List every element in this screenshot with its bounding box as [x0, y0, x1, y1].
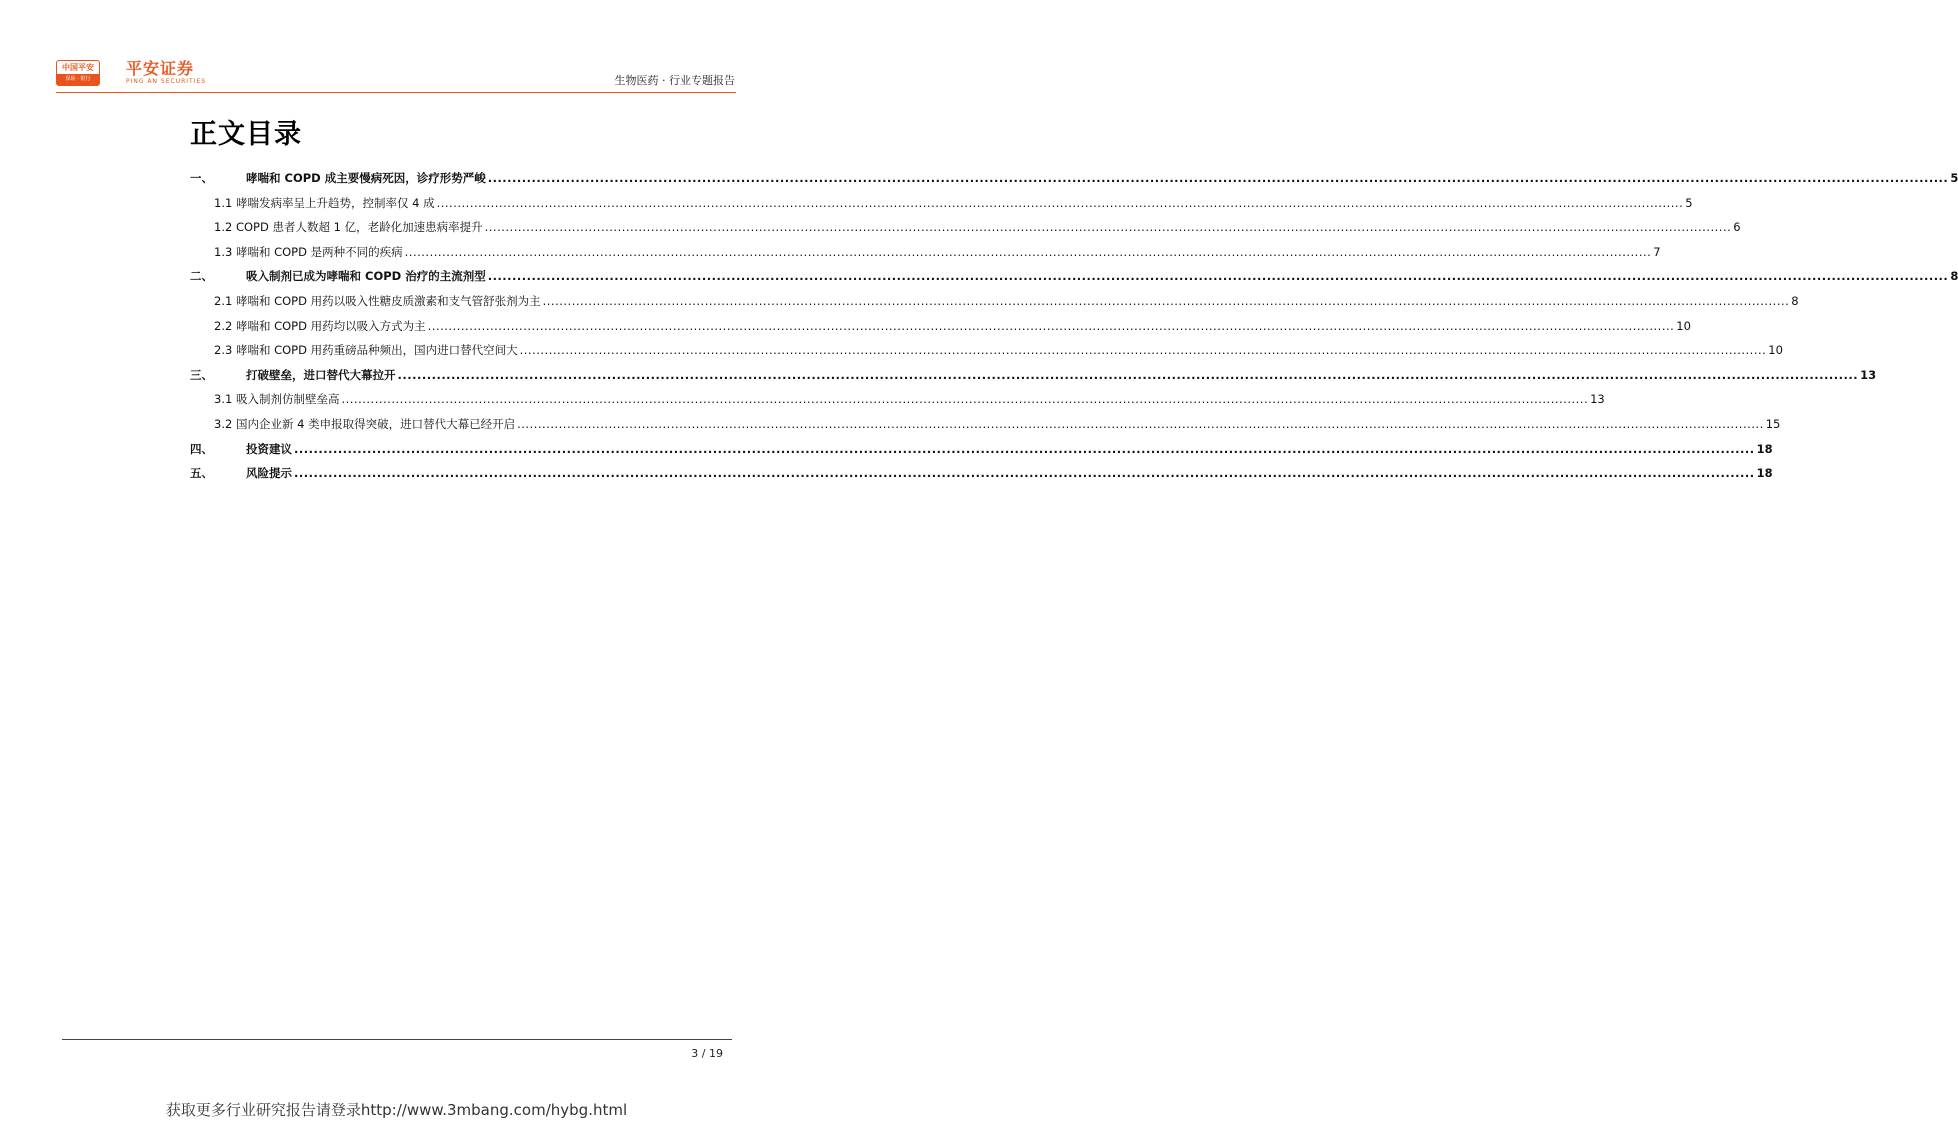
toc-entry-title: 打破壁垒，进口替代大幕拉开: [246, 367, 396, 382]
toc-dot-leader: ............................................................................................................................................................................................................................................................................................................: [436, 195, 1684, 210]
footer-divider: [62, 1039, 732, 1040]
toc-page-number: 10: [1768, 343, 1783, 358]
toc-dot-leader: ............................................................................................................................................................................................................................................................................................................: [484, 220, 1732, 235]
toc-entry-title: 2.1 哮喘和 COPD 用药以吸入性糖皮质激素和支气管舒张剂为主: [214, 293, 541, 308]
logo-badge-sub: 保险 · 银行: [57, 74, 99, 85]
toc-entry-title: 2.3 哮喘和 COPD 用药重磅品种频出，国内进口替代空间大: [214, 343, 518, 358]
toc-entry-title: 1.2 COPD 患者人数超 1 亿，老龄化加速患病率提升: [214, 220, 483, 235]
toc-section-entry[interactable]: [190, 289, 1799, 314]
toc-dot-leader: ............................................................................................................................................................................................................................................................................................................: [427, 318, 1675, 333]
toc-entry-title: 3.1 吸入制剂仿制壁垒高: [214, 392, 340, 407]
logo-badge-text: 中国平安: [62, 63, 94, 72]
toc-entry-title: 2.2 哮喘和 COPD 用药均以吸入方式为主: [214, 318, 426, 333]
toc-dot-leader: ............................................................................................................................................................................................................................................................................................................: [517, 416, 1764, 431]
toc-chapter-number: 四、: [190, 441, 213, 456]
toc-page-number: 8: [1791, 293, 1799, 308]
toc-page-number: 10: [1676, 318, 1691, 333]
toc-chapter-entry[interactable]: [190, 264, 1958, 289]
toc-chapter-entry[interactable]: [190, 437, 1773, 462]
toc-chapter-entry[interactable]: [190, 363, 1877, 388]
toc-page-number: 13: [1860, 367, 1877, 382]
toc-dot-leader: ............................................................................................................................................................................................................................................................................................................: [294, 441, 1755, 456]
toc-section-entry[interactable]: [190, 412, 1781, 437]
toc-page-number: 18: [1756, 441, 1773, 456]
logo-cn-name: 平安证券: [126, 59, 195, 78]
report-type: 生物医药 · 行业专题报告: [614, 74, 735, 87]
toc-entry-title: 风险提示: [246, 466, 292, 481]
toc-dot-leader: ............................................................................................................................................................................................................................................................................................................: [487, 171, 1949, 185]
toc-dot-leader: ............................................................................................................................................................................................................................................................................................................: [404, 244, 1652, 259]
toc-page-number: 18: [1756, 466, 1773, 481]
toc-chapter-entry[interactable]: [190, 166, 1958, 191]
table-of-contents: [190, 166, 1958, 486]
toc-dot-leader: ............................................................................................................................................................................................................................................................................................................: [519, 343, 1767, 358]
logo-wordmark: [126, 60, 206, 86]
toc-page-number: 15: [1765, 416, 1781, 431]
toc-chapter-number: 一、: [190, 171, 213, 185]
toc-section-entry[interactable]: [190, 240, 1661, 265]
header-divider: [56, 92, 736, 93]
toc-chapter-number: 二、: [190, 269, 213, 284]
toc-page-number: 6: [1733, 220, 1741, 235]
toc-title: 正文目录: [190, 119, 302, 150]
toc-section-entry[interactable]: [190, 387, 1605, 412]
toc-section-entry[interactable]: [190, 191, 1693, 216]
toc-entry-title: 吸入制剂已成为哮喘和 COPD 治疗的主流剂型: [246, 269, 486, 284]
toc-chapter-number: 五、: [190, 466, 213, 481]
toc-section-entry[interactable]: [190, 314, 1691, 339]
toc-section-entry[interactable]: [190, 215, 1741, 240]
toc-dot-leader: ............................................................................................................................................................................................................................................................................................................: [397, 367, 1859, 382]
toc-page-number: 5: [1950, 171, 1958, 185]
toc-entry-title: 1.1 哮喘发病率呈上升趋势，控制率仅 4 成: [214, 195, 435, 210]
toc-section-entry[interactable]: [190, 338, 1783, 363]
logo-en-name: PING AN SECURITIES: [126, 78, 207, 85]
toc-dot-leader: ............................................................................................................................................................................................................................................................................................................: [542, 293, 1790, 308]
toc-page-number: 7: [1653, 244, 1661, 259]
ping-an-badge: [56, 60, 100, 86]
toc-page-number: 5: [1685, 195, 1693, 210]
toc-dot-leader: ............................................................................................................................................................................................................................................................................................................: [487, 269, 1949, 284]
toc-chapter-entry[interactable]: [190, 461, 1773, 486]
toc-chapter-number: 三、: [190, 367, 213, 382]
toc-page-number: 13: [1590, 392, 1605, 407]
page-number: 3 / 19: [691, 1047, 723, 1060]
toc-dot-leader: ............................................................................................................................................................................................................................................................................................................: [341, 392, 1589, 407]
toc-entry-title: 3.2 国内企业新 4 类申报取得突破，进口替代大幕已经开启: [214, 416, 516, 431]
toc-entry-title: 1.3 哮喘和 COPD 是两种不同的疾病: [214, 244, 403, 259]
toc-entry-title: 哮喘和 COPD 成主要慢病死因，诊疗形势严峻: [246, 171, 486, 185]
toc-page-number: 8: [1950, 269, 1958, 284]
company-logo: [56, 60, 206, 86]
toc-dot-leader: ............................................................................................................................................................................................................................................................................................................: [294, 466, 1755, 481]
watermark-link[interactable]: 获取更多行业研究报告请登录http://www.3mbang.com/hybg.html: [165, 1101, 628, 1119]
toc-entry-title: 投资建议: [246, 441, 292, 456]
